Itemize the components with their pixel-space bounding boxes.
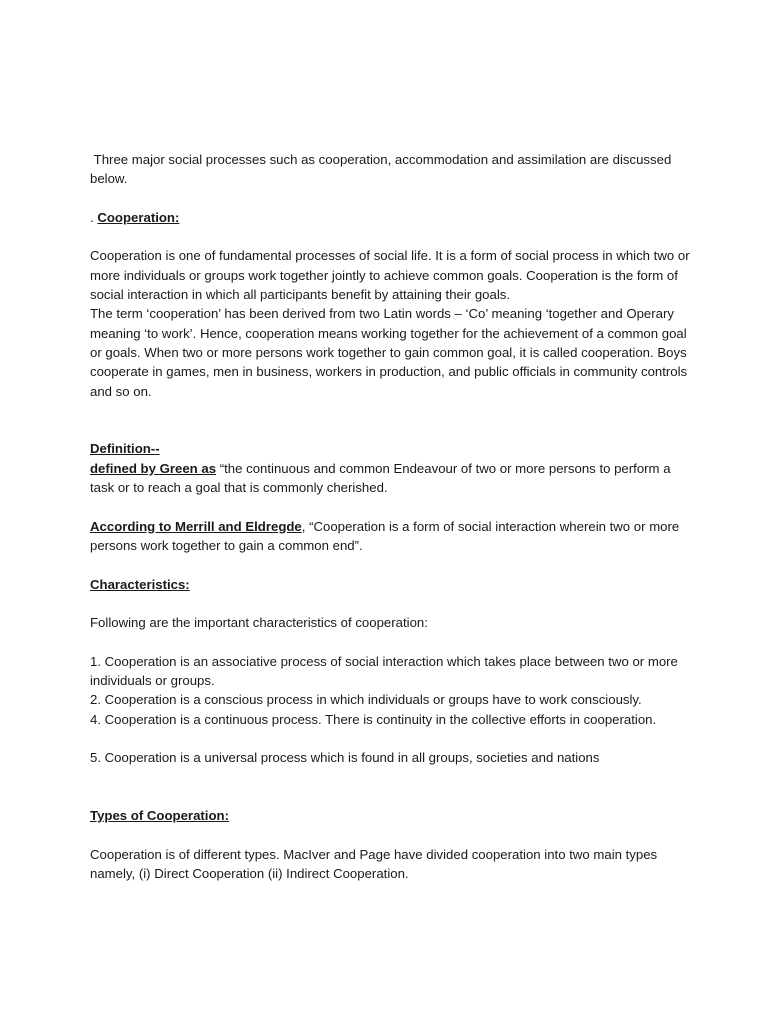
- characteristic-item: 5. Cooperation is a universal process which is found in all groups, societies and nations: [90, 750, 600, 766]
- cooperation-paragraph-2: The term ‘cooperation’ has been derived from two Latin words – ‘Co’ meaning ‘together and Operary meaning ‘to work’. Hence, cooperation means working together for the achievement of a common goal or goals. When two or more persons work together to gain common goal, it is called cooperation. Boys cooperate in games, men in business, workers in production, and public officials in community controls and so on.: [90, 306, 688, 399]
- intro-text: Three major social processes such as cooperation, accommodation and assimilation are discussed below.: [90, 152, 672, 187]
- cooperation-heading: Cooperation:: [97, 209, 180, 225]
- characteristic-item: 2. Cooperation is a conscious process in which individuals or groups have to work consciously.: [90, 692, 642, 708]
- characteristic-item: 1. Cooperation is an associative process of social interaction which takes place between two or more individuals or groups.: [90, 653, 678, 689]
- cooperation-paragraph-1: Cooperation is one of fundamental processes of social life. It is a form of social process in which two or more individuals or groups work together jointly to achieve common goals. Cooperation is the form of social interaction in which all participants benefit by attaining their goals.: [90, 248, 690, 303]
- definition-heading: Definition--: [90, 441, 160, 457]
- heading-prefix: .: [90, 209, 98, 225]
- green-text: “the continuous and common Endeavour of two or more persons to perform a task or to reach a goal that is commonly cherished.: [90, 460, 671, 496]
- types-heading: Types of Cooperation:: [90, 808, 229, 824]
- intro-paragraph: [90, 150, 690, 189]
- characteristic-item: 4. Cooperation is a continuous process. There is continuity in the collective efforts in cooperation.: [90, 711, 657, 727]
- merrill-text: , “Cooperation is a form of social interaction wherein two or more persons work together to gain a common end”.: [90, 518, 680, 553]
- green-label: defined by Green as: [90, 460, 217, 476]
- merrill-definition: [90, 517, 690, 556]
- types-paragraph: Cooperation is of different types. MacIver and Page have divided cooperation into two main types namely, (i) Direct Cooperation (ii) Indirect Cooperation.: [90, 846, 658, 881]
- green-definition: [90, 459, 690, 498]
- document-page: [90, 150, 690, 883]
- characteristics-intro: Following are the important characteristics of cooperation:: [90, 615, 428, 631]
- characteristics-heading: Characteristics:: [90, 576, 190, 592]
- merrill-label: According to Merrill and Eldregde: [90, 518, 302, 534]
- cooperation-heading-line: [90, 208, 690, 227]
